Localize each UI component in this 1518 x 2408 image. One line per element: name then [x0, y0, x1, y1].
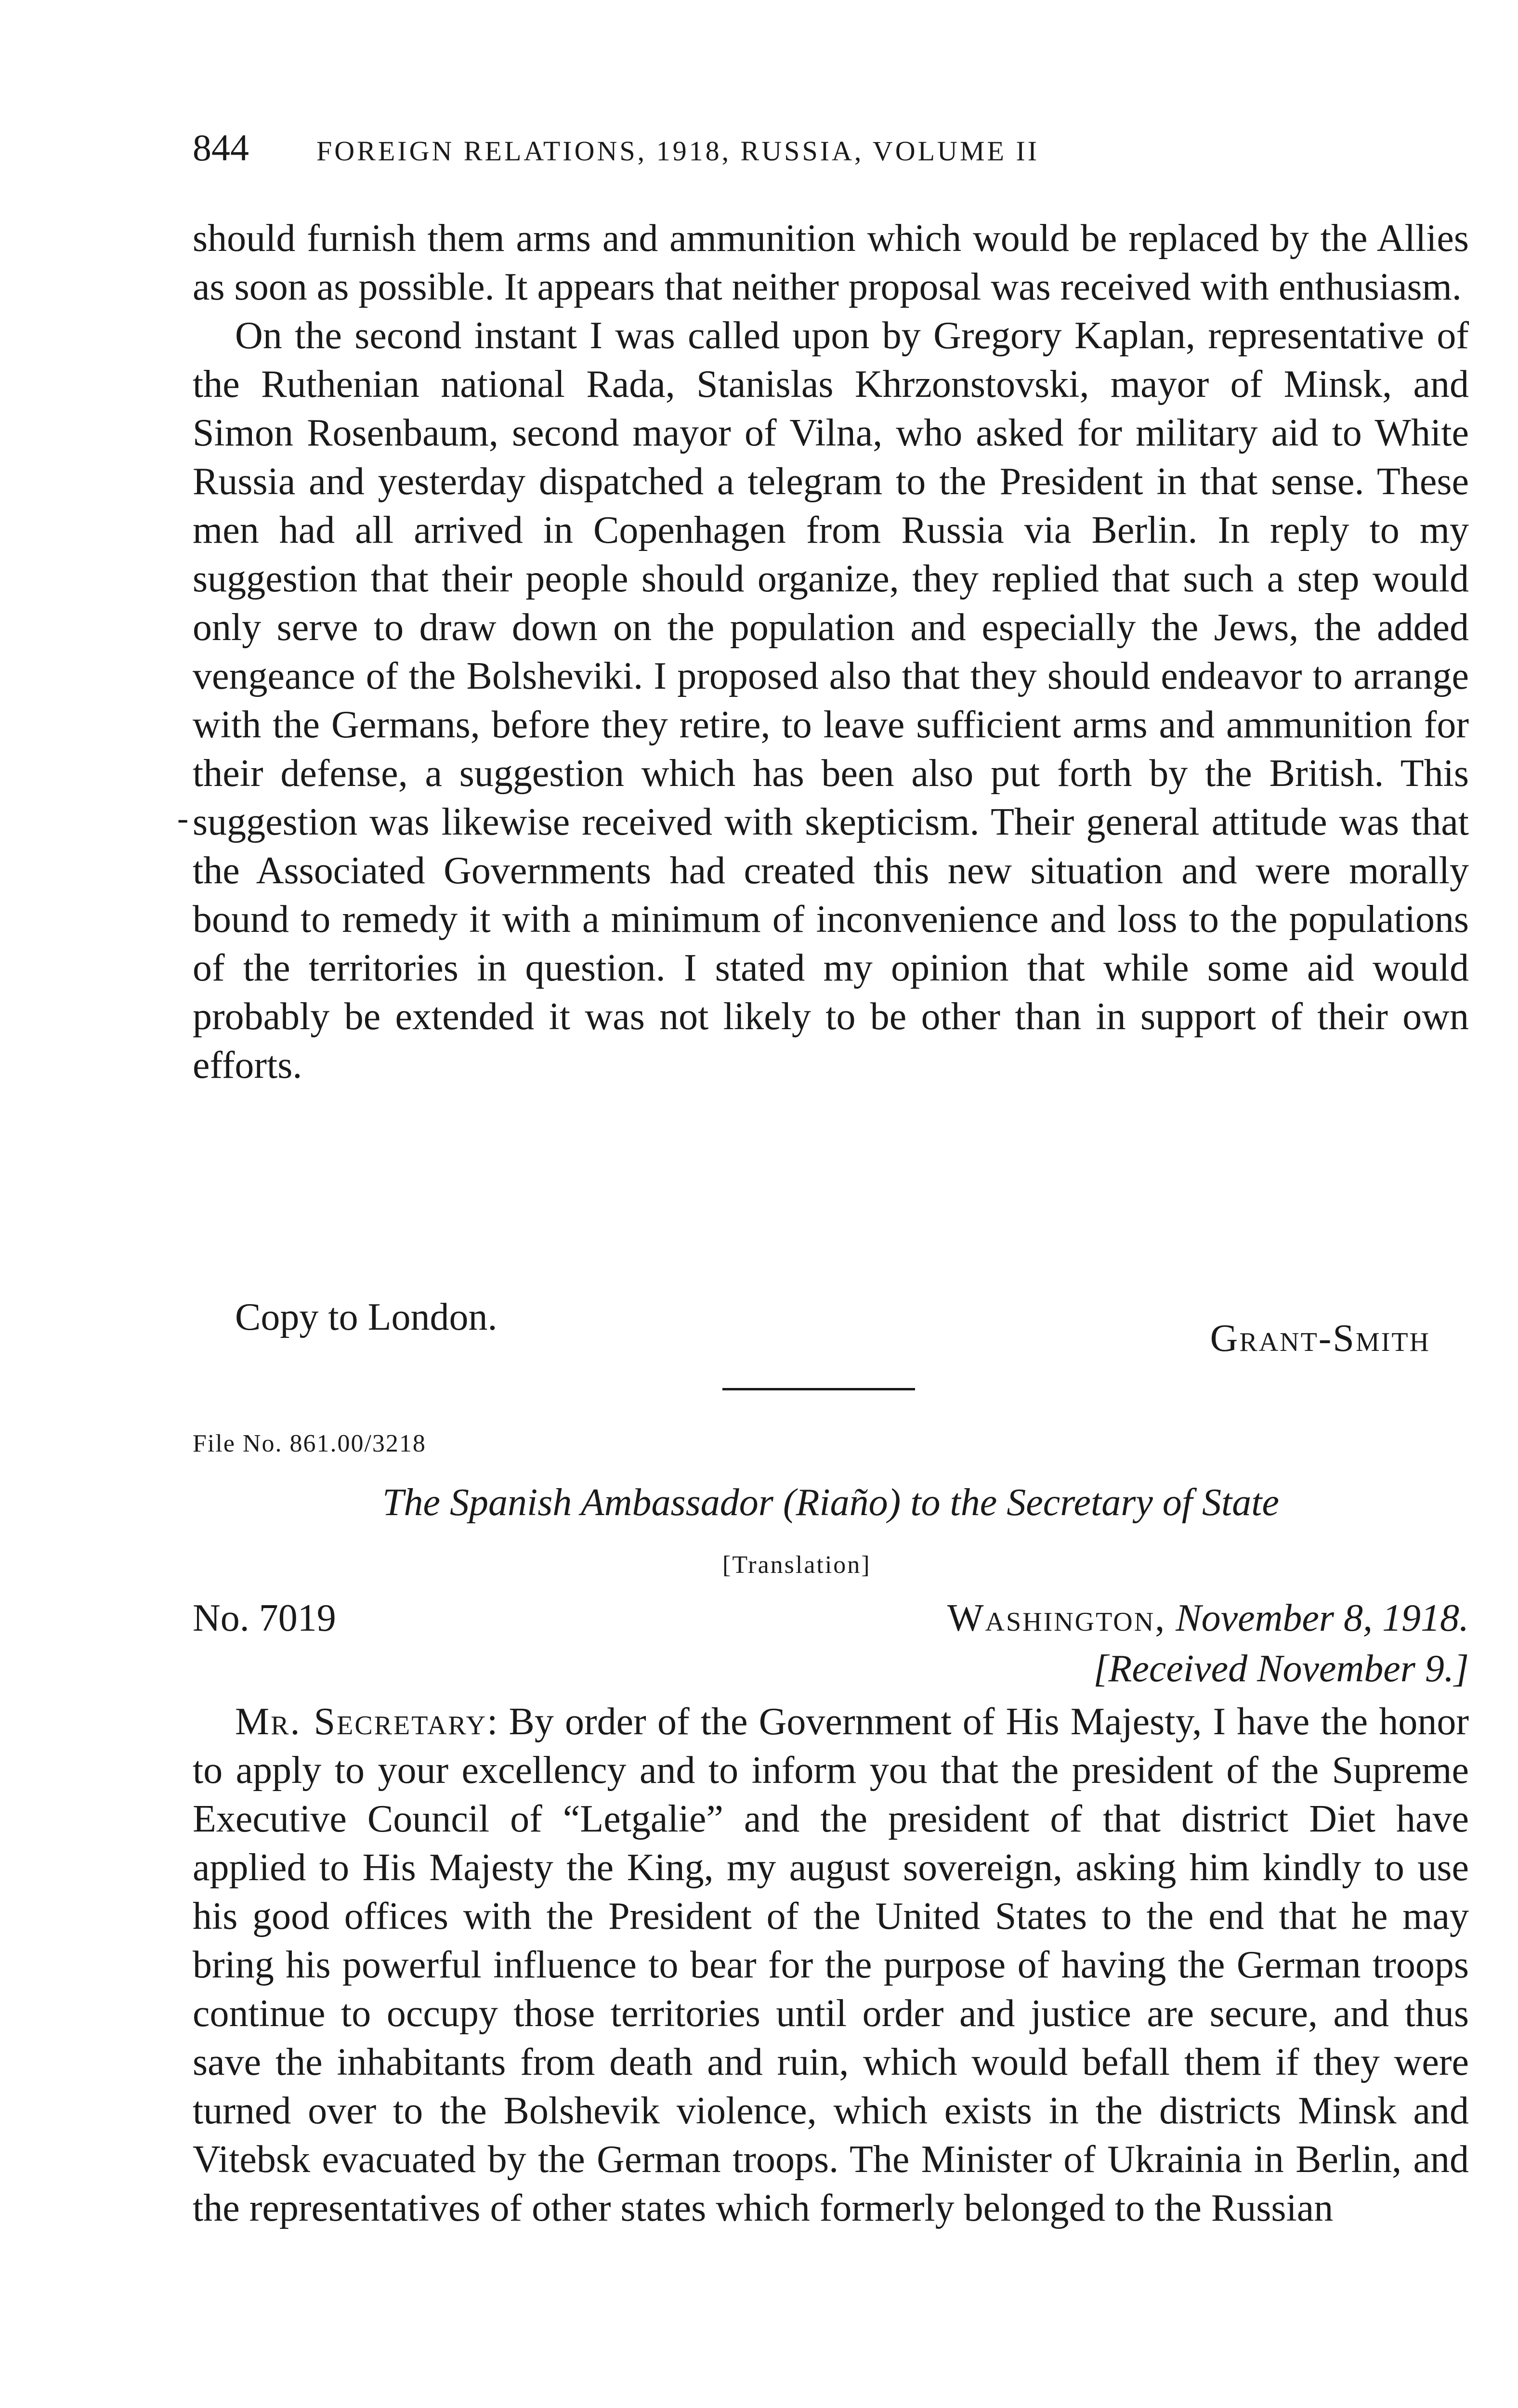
margin-mark: -	[177, 800, 189, 837]
continuation-text	[193, 214, 1469, 1090]
running-title: FOREIGN RELATIONS, 1918, RUSSIA, VOLUME II	[316, 135, 1040, 167]
paragraph-continued: should furnish them arms and ammunition which would be replaced by the Allies as soon as possible. It appears that neither proposal was received with enthusiasm.	[193, 217, 1469, 308]
title-name: Riaño	[796, 1481, 888, 1524]
document-title	[193, 1481, 1469, 1525]
signature: Grant-Smith	[1210, 1317, 1430, 1360]
file-number: File No. 861.00/3218	[193, 1430, 426, 1457]
title-part-1: The Spanish Ambassador (	[382, 1481, 796, 1524]
received-note	[1093, 1647, 1469, 1691]
letter-body	[193, 1698, 1469, 2233]
page-header	[193, 126, 1469, 170]
copy-note: Copy to London.	[235, 1296, 497, 1338]
closing-row	[193, 1296, 1469, 1360]
dateline	[947, 1597, 1469, 1640]
document-number: No. 7019	[193, 1597, 336, 1639]
dateline-date: November 8, 1918.	[1176, 1597, 1469, 1639]
paragraph-kaplan-visit: On the second instant I was called upon by Gregory Kaplan, representative of the Ruthenian national Rada, Stanislas Khrzonstovski, mayor of Minsk, and Simon Rosenbaum, second mayor of Vilna, who asked for military aid to White Russia and yesterday dispatched a telegram to the President in that sense. These men had all arrived in Copenhagen from Russia via Berlin. In reply to my suggestion that their people should organize, they replied that such a step would only serve to draw down on the population and especially the Jews, the added vengeance of the Bolsheviki. I proposed also that they should endeavor to arrange with the Germans, before they retire, to leave sufficient arms and ammunition for their defense, a suggestion which has been also put forth by the British. This suggestion was likewise received with skepticism. Their general attitude was that the Associated Governments had created this new situation and were morally bound to remedy it with a minimum of inconvenience and loss to the populations of the territories in question. I stated my opinion that while some aid would probably be extended it was not likely to be other than in support of their own efforts.	[193, 314, 1469, 1086]
salutation: Mr. Secretary	[235, 1701, 487, 1743]
page-number: 844	[193, 127, 249, 169]
letter-paragraph	[193, 1698, 1469, 2233]
translation-note: [Translation]	[722, 1551, 871, 1579]
title-part-2: ) to the Secretary of State	[888, 1481, 1280, 1524]
dateline-place: Washington,	[947, 1597, 1166, 1639]
received-date: [Received November 9.]	[1093, 1648, 1469, 1690]
letter-text: : By order of the Government of His Majesty, I have the honor to apply to your excellency and to inform you that the president of the Supreme Executive Council of “Letgalie” and the president of that district Diet have applied to His Majesty the King, my august sovereign, asking him kindly to use his good offices with the President of the United States to the end that he may bring his powerful influence to bear for the purpose of having the German troops continue to occupy those territories until order and justice are secure, and thus save the inhabitants from death and ruin, which would befall them if they were turned over to the Bolshevik violence, which exists in the districts Minsk and Vitebsk evacuated by the German troops. The Minister of Ukrainia in Berlin, and the representatives of other states which formerly belonged to the Russian	[193, 1701, 1469, 2229]
section-divider	[722, 1388, 915, 1390]
